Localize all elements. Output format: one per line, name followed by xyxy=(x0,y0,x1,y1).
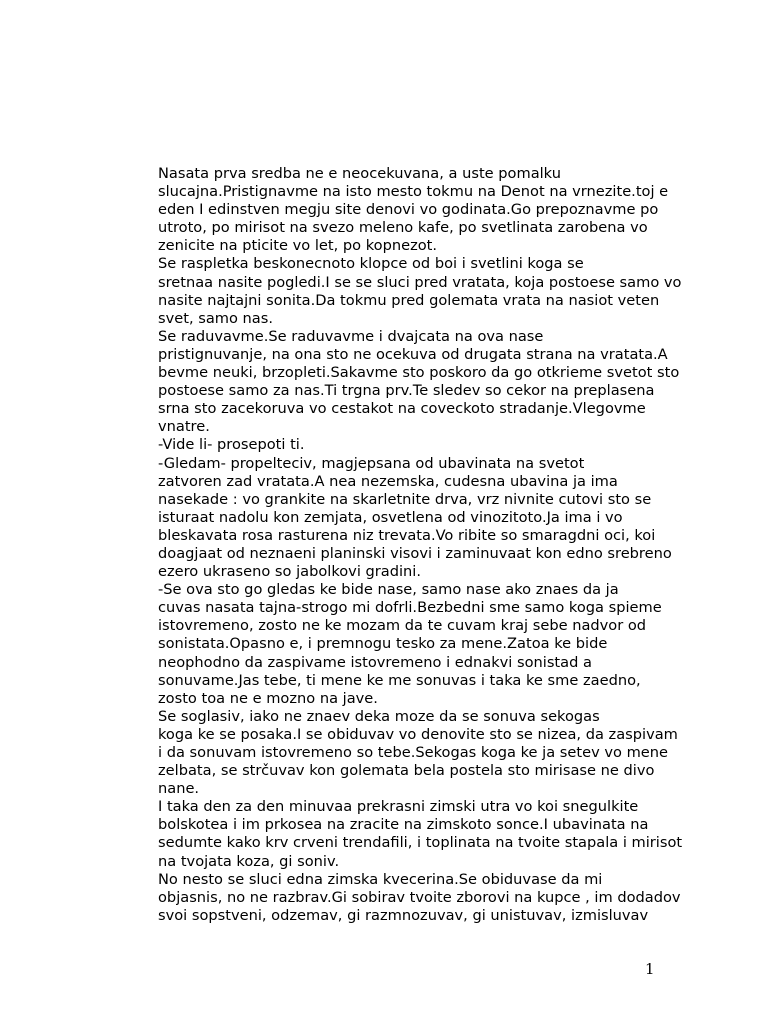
text-line: bevme neuki, brzopleti.Sakavme sto poskoro da go otkrieme svetot sto xyxy=(158,364,680,382)
text-line: nane. xyxy=(158,780,200,798)
paragraph xyxy=(113,707,678,798)
text-line: postoese samo za nas.Ti trgna prv.Te sledev so cekor na preplasena xyxy=(158,382,655,400)
text-line: objasnis, no ne razbrav.Gi sobirav tvoite zborovi na kupce , im dodadov xyxy=(158,888,681,906)
paragraph xyxy=(113,798,683,870)
paragraph xyxy=(113,327,680,437)
text-line: doagjaat od neznaeni planinski visovi i zaminuvaat kon edno srebreno xyxy=(158,544,672,562)
text-line: i da sonuvam istovremeno so tebe.Sekogas koga ke ja setev vo mene xyxy=(158,744,668,761)
page-number: 1 xyxy=(645,960,655,978)
text-line: zenicite na pticite vo let, po kopnezot. xyxy=(158,237,438,255)
text-line: nasekade : vo grankite na skarletnite drva, vrz nivnite cutovi sto se xyxy=(158,490,652,508)
paragraph xyxy=(113,165,669,255)
text-line: neophodno da zaspivame istovremeno i ednakvi sonistad a xyxy=(158,653,592,671)
text-line: svet, samo nas. xyxy=(158,309,273,327)
text-line: sretnaa nasite pogledi.I se se sluci pred vratata, koja postoese samo vo xyxy=(158,273,682,291)
text-line: sonuvame.Jas tebe, ti mene ke me sonuvas i taka ke sme zaedno, xyxy=(158,671,641,689)
text-line: eden I edinstven megju site denovi vo godinata.Go prepoznavme po xyxy=(158,201,659,219)
document-body xyxy=(113,165,683,925)
text-line: slucajna.Pristignavme na isto mesto tokmu na Denot na vrnezite.toj e xyxy=(158,183,669,201)
text-line: -Gledam- propelteciv, magjepsana od ubavinata na svetot xyxy=(158,454,585,472)
paragraph xyxy=(113,581,662,708)
text-line: zosto toa ne e mozno na jave. xyxy=(158,689,378,707)
text-line: ezero ukraseno so jabolkovi gradini. xyxy=(158,563,421,581)
text-line: isturaat nadolu kon zemjata, osvetlena od vinozitoto.Ja ima i vo xyxy=(158,508,623,526)
text-line: koga ke se posaka.I se obiduvav vo denovite sto se nizea, da zaspivam xyxy=(158,725,678,743)
text-line: istovremeno, zosto ne ke mozam da te cuvam kraj sebe nadvor od xyxy=(158,617,647,635)
text-line: -Vide li- prosepoti ti. xyxy=(158,436,305,454)
text-line: sedumte kako krv crveni trendafili, i toplinata na tvoite stapala i mirisot xyxy=(158,834,683,852)
text-line: bolskotea i im prkosea na zracite na zimskoto sonce.I ubavinata na xyxy=(158,816,649,834)
text-line: cuvas nasata tajna-strogo mi dofrli.Bezbedni sme samo koga spieme xyxy=(158,599,662,617)
text-line: nasite najtajni sonita.Da tokmu pred golemata vrata na nasiot veten xyxy=(158,291,660,309)
text-line: Se raspletka beskonecnoto klopce od boi i svetlini koga se xyxy=(158,255,584,273)
paragraph xyxy=(113,436,658,454)
text-line: Nasata prva sredba ne e neocekuvana, a uste pomalku xyxy=(158,165,561,182)
paragraph xyxy=(113,255,682,327)
text-line: No nesto se sluci edna zimska kvecerina.Se obiduvase da mi xyxy=(158,870,603,888)
text-line: vnatre. xyxy=(158,418,210,436)
text-line: bleskavata rosa rasturena niz trevata.Vo ribite so smaragdni oci, koi xyxy=(158,526,656,544)
text-line: srna sto zacekoruva vo cestakot na coveckoto stradanje.Vlegovme xyxy=(158,400,646,418)
text-line: -Se ova sto go gledas ke bide nase, samo nase ako znaes da ja xyxy=(158,581,619,599)
text-line: Se raduvavme.Se raduvavme i dvajcata na ova nase xyxy=(158,327,544,345)
text-line: pristignuvanje, na ona sto ne ocekuva od drugata strana na vratata.A xyxy=(158,345,668,363)
text-line: svoi sopstveni, odzemav, gi razmnozuvav, gi unistuvav, izmisluvav xyxy=(158,906,649,924)
text-line: na tvojata koza, gi soniv. xyxy=(158,852,340,870)
text-line: zelbata, se strčuvav kon golemata bela postela sto mirisase ne divo xyxy=(158,762,655,780)
paragraph xyxy=(113,454,672,582)
text-line: zatvoren zad vratata.A nea nezemska, cudesna ubavina ja ima xyxy=(158,472,618,490)
text-line: I taka den za den minuvaa prekrasni zimski utra vo koi snegulkite xyxy=(158,798,639,816)
text-line: utroto, po mirisot na svezo meleno kafe, po svetlinata zarobena vo xyxy=(158,219,648,237)
text-line: sonistata.Opasno e, i premnogu tesko za mene.Zatoa ke bide xyxy=(158,635,608,653)
text-line: Se soglasiv, iako ne znaev deka moze da se sonuva sekogas xyxy=(158,707,600,725)
paragraph xyxy=(113,870,681,925)
